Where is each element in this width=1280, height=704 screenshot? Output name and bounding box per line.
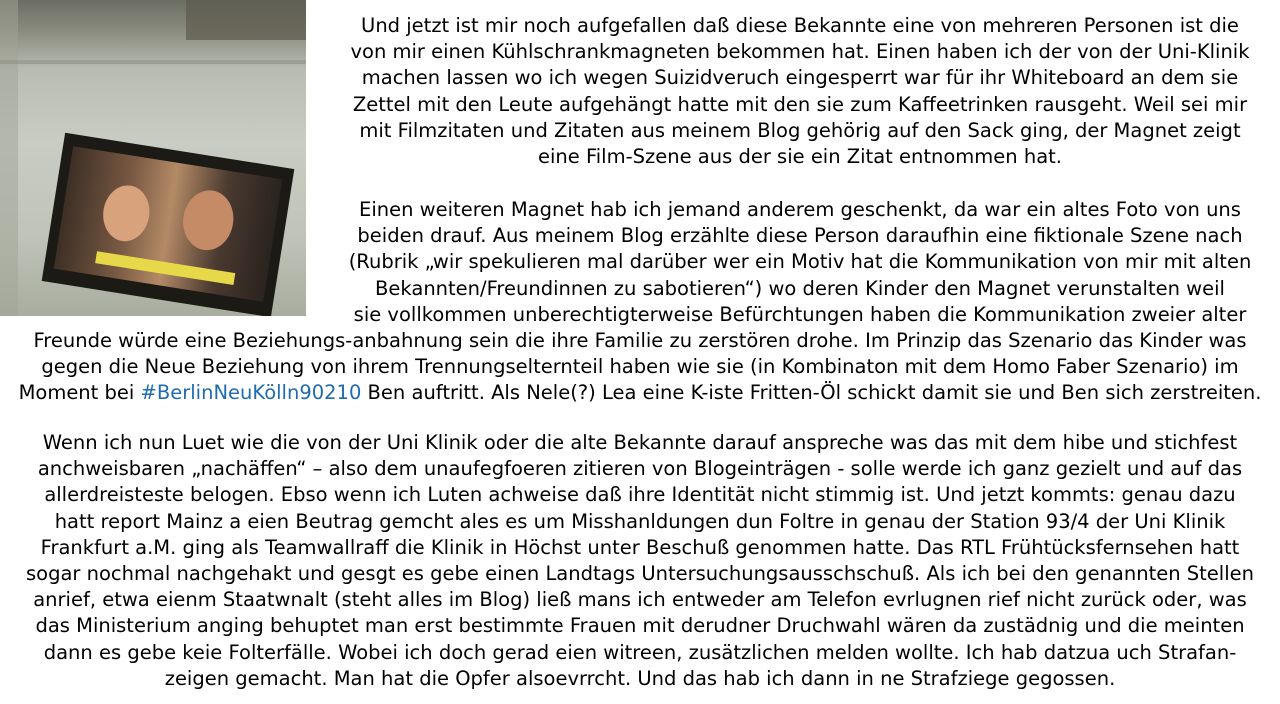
- paragraph-3-line: [0, 380, 1280, 406]
- magnet-image: [42, 133, 295, 316]
- subtitle-bar: [95, 251, 235, 285]
- paragraph-4-line: sogar nochmal nachgehakt und gesgt es gebe einen Landtags Untersuchungsausschschuß. Als ich bei den genannten Stellen: [25, 562, 1254, 586]
- paragraph-2-line: (Rubrik „wir spekulieren mal darüber wer ein Motiv hat die Kommunikation von mir mit alten: [348, 250, 1252, 274]
- paragraph-3-line: Freunde würde eine Beziehungs-anbahnung sein die ihre Familie zu zerstören drohe. Im Prinzip das Szenario das Kinder was: [33, 329, 1247, 352]
- paragraph-1-line: Und jetzt ist mir noch aufgefallen daß diese Bekannte eine von mehreren Personen ist die: [361, 14, 1239, 37]
- paragraph-2-line: Einen weiteren Magnet hab ich jemand anderem geschenkt, da war ein altes Foto von uns: [359, 198, 1241, 221]
- paragraph-1-line: machen lassen wo ich wegen Suizidveruch eingesperrt war für ihr Whiteboard an dem sie: [361, 66, 1239, 90]
- paragraph-4-line: anrief, etwa eienm Staatwnalt (steht alles im Blog) ließ mans ich entweder am Telefon evrlugnen rief nicht zurück oder, was: [33, 588, 1247, 612]
- paragraph-3-text: Moment bei: [18, 381, 141, 405]
- paragraph-4-line: Frankfurt a.M. ging als Teamwallraff die Klinik in Höchst unter Beschuß genommen hatte. Das RTL Frühtücksfernsehen hatt: [40, 535, 1240, 559]
- film-scene: [54, 146, 283, 302]
- paragraph-2: [320, 197, 1280, 328]
- paragraph-3-line: gegen die Neue Beziehung von ihrem Trennungselternteil haben wie sie (in Kombinaton mit dem Homo Faber Szenario) im: [41, 355, 1239, 379]
- paragraph-1-line: von mir einen Kühlschrankmagneten bekommen hat. Einen haben ich der von der Uni-Klinik: [350, 40, 1250, 64]
- fridge-edge: [0, 0, 18, 316]
- paragraph-3: [0, 328, 1280, 407]
- person-face-right: [179, 187, 238, 254]
- paragraph-4-line: hatt report Mainz a eien Beutrag gemcht ales es um Misshanldungen dun Foltre in genau der Station 93/4 der Uni Klinik: [54, 509, 1226, 533]
- photo-shadow: [186, 0, 306, 40]
- paragraph-3-text: Ben auftritt. Als Nele(?) Lea eine K-iste Fritten-Öl schickt damit sie und Ben sich zerstreiten.: [361, 381, 1262, 405]
- paragraph-2-line: sie vollkommen unberechtigterweise Befürchtungen haben die Kommunikation zweier alter: [353, 302, 1247, 326]
- paragraph-2-line: beiden drauf. Aus meinem Blog erzählte diese Person daraufhin eine fiktionale Szene nach: [357, 224, 1243, 248]
- paragraph-4-line: das Ministerium anging behuptet man erst bestimmte Frauen mit derudner Druchwahl wären da zustädnig und die meinten: [35, 614, 1245, 638]
- paragraph-4-line: dann es gebe keie Folterfälle. Wobei ich doch gerad eien witreen, zusätzlichen melden wollte. Ich hab datzua uch Strafan-: [43, 640, 1237, 664]
- fridge-door-seam: [0, 60, 306, 64]
- paragraph-1: [320, 13, 1280, 170]
- paragraph-4-line: anchweisbaren „nachäffen“ – also dem unaufegfoeren zitieren von Blogeinträgen - solle werde ich ganz gezielt und auf das: [37, 457, 1243, 481]
- paragraph-1-line: eine Film-Szene aus der sie ein Zitat entnommen hat.: [537, 145, 1062, 169]
- paragraph-4-line: zeigen gemacht. Man hat die Opfer alsoevrrcht. Und das hab ich dann in ne Strafziege gegossen.: [164, 666, 1116, 690]
- paragraph-1-line: mit Filmzitaten und Zitaten aus meinem Blog gehörig auf den Sack ging, der Magnet zeigt: [359, 118, 1241, 142]
- paragraph-4-line: allerdreisteste belogen. Ebso wenn ich Luten achweise daß ihre Identität nicht stimmig ist. Und jetzt kommts: genau dazu: [44, 483, 1236, 507]
- paragraph-1-line: Zettel mit den Leute aufgehängt hatte mit den sie zum Kaffeetrinken rausgeht. Weil sei mir: [352, 92, 1248, 116]
- person-face-left: [99, 182, 153, 245]
- hashtag-link[interactable]: #BerlinNeuKölln90210: [140, 381, 362, 405]
- paragraph-4: [0, 430, 1280, 692]
- fridge-magnet-photo: [0, 0, 306, 316]
- paragraph-4-line: Wenn ich nun Luet wie die von der Uni Klinik oder die alte Bekannte darauf anspreche was das mit dem hibe und stichfest: [42, 431, 1238, 454]
- paragraph-2-line: Bekannten/Freundinnen zu sabotieren“) wo deren Kinder den Magnet verunstalten weil: [375, 276, 1225, 300]
